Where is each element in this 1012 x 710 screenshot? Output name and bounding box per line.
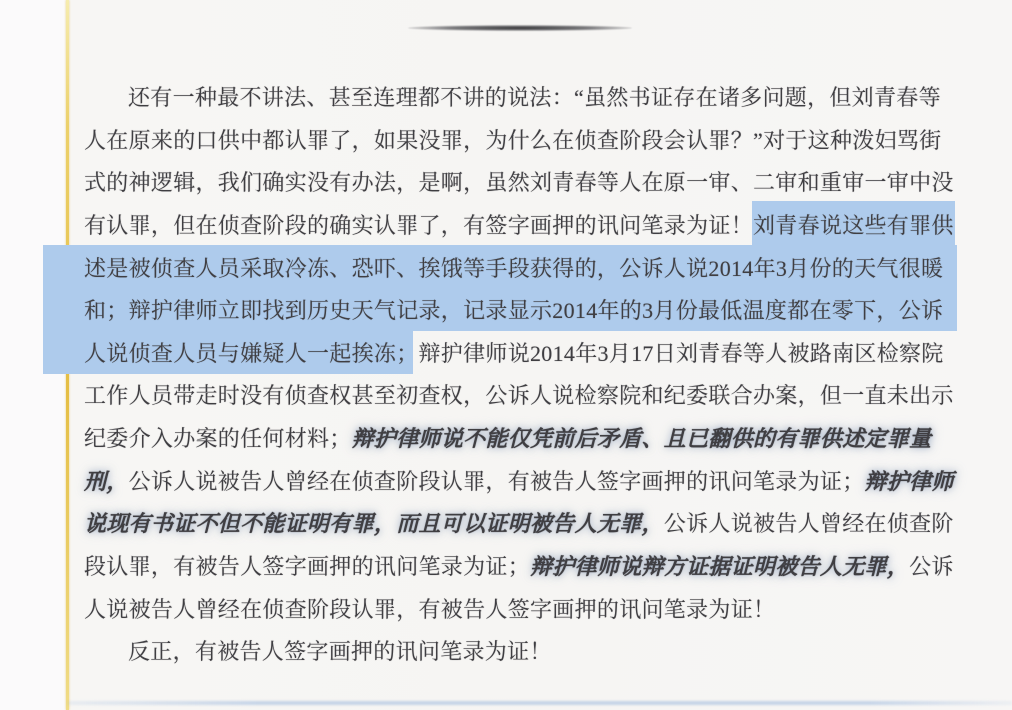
text-line bbox=[84, 503, 960, 546]
text-segment: 述是被侦查人员采取冷冻、恐吓、挨饿等手段获得的，公诉人说2014年3月份的天气很暖 bbox=[84, 255, 944, 281]
text-segment: 人在原来的口供中都认罪了，如果没罪，为什么在侦查阶段会认罪？”对于这种泼妇骂街 bbox=[84, 127, 942, 153]
text-line bbox=[84, 162, 960, 205]
text-line bbox=[84, 77, 960, 120]
text-segment: 人说侦查人员与嫌疑人一起挨冻；辩护律师说2014年3月17日刘青春等人被路南区检察院 bbox=[84, 340, 944, 366]
bottom-page-shadow bbox=[68, 701, 1012, 705]
text-segment: 工作人员带走时没有侦查权甚至初查权，公诉人说检察院和纪委联合办案，但一直未出示 bbox=[84, 383, 954, 409]
text-segment: 式的神逻辑，我们确实没有办法，是啊，虽然刘青春等人在原一审、二审和重审一审中没 bbox=[84, 170, 954, 196]
text-segment: 公诉人说被告人曾经在侦查阶 bbox=[663, 511, 954, 537]
article-text bbox=[84, 77, 960, 674]
text-line bbox=[84, 589, 960, 632]
text-segment: 纪委介入办案的任何材料； bbox=[84, 426, 352, 452]
ink-smudge-divider bbox=[408, 25, 632, 31]
text-segment: 还有一种最不讲法、甚至连理都不讲的说法：“虽然书证存在诸多问题，但刘青春等 bbox=[128, 85, 941, 110]
text-segment: 人说被告人曾经在侦查阶段认罪，有被告人签字画押的讯问笔录为证！ bbox=[84, 596, 776, 622]
text-line bbox=[84, 461, 960, 504]
text-segment: 段认罪，有被告人签字画押的讯问笔录为证； bbox=[84, 554, 531, 580]
emphasis-text-segment: 辩护律师 bbox=[864, 468, 954, 494]
text-segment: 反正，有被告人签字画押的讯问笔录为证！ bbox=[128, 639, 552, 665]
emphasis-text-segment: 刑， bbox=[84, 468, 129, 494]
text-line bbox=[84, 248, 960, 291]
emphasis-text-segment: 说现有书证不但不能证明有罪，而且可以证明被告人无罪， bbox=[84, 511, 664, 537]
text-line bbox=[84, 120, 960, 163]
text-segment: 公诉人说被告人曾经在侦查阶段认罪，有被告人签字画押的讯问笔录为证； bbox=[128, 468, 865, 494]
text-line bbox=[84, 418, 960, 461]
text-line bbox=[84, 375, 960, 418]
text-line bbox=[84, 631, 960, 674]
text-line bbox=[84, 333, 960, 376]
text-segment: 有认罪，但在侦查阶段的确实认罪了，有签字画押的讯问笔录为证！刘青春说这些有罪供 bbox=[84, 212, 954, 238]
text-segment: 和；辩护律师立即找到历史天气记录，记录显示2014年的3月份最低温度都在零下，公诉 bbox=[84, 298, 944, 324]
text-segment: 公诉 bbox=[909, 554, 954, 580]
text-line bbox=[84, 546, 960, 589]
text-line bbox=[84, 205, 960, 248]
emphasis-text-segment: 辩护律师说辩方证据证明被告人无罪， bbox=[530, 554, 910, 580]
text-line bbox=[84, 290, 960, 333]
emphasis-text-segment: 辩护律师说不能仅凭前后矛盾、且已翻供的有罪供述定罪量 bbox=[351, 426, 932, 452]
